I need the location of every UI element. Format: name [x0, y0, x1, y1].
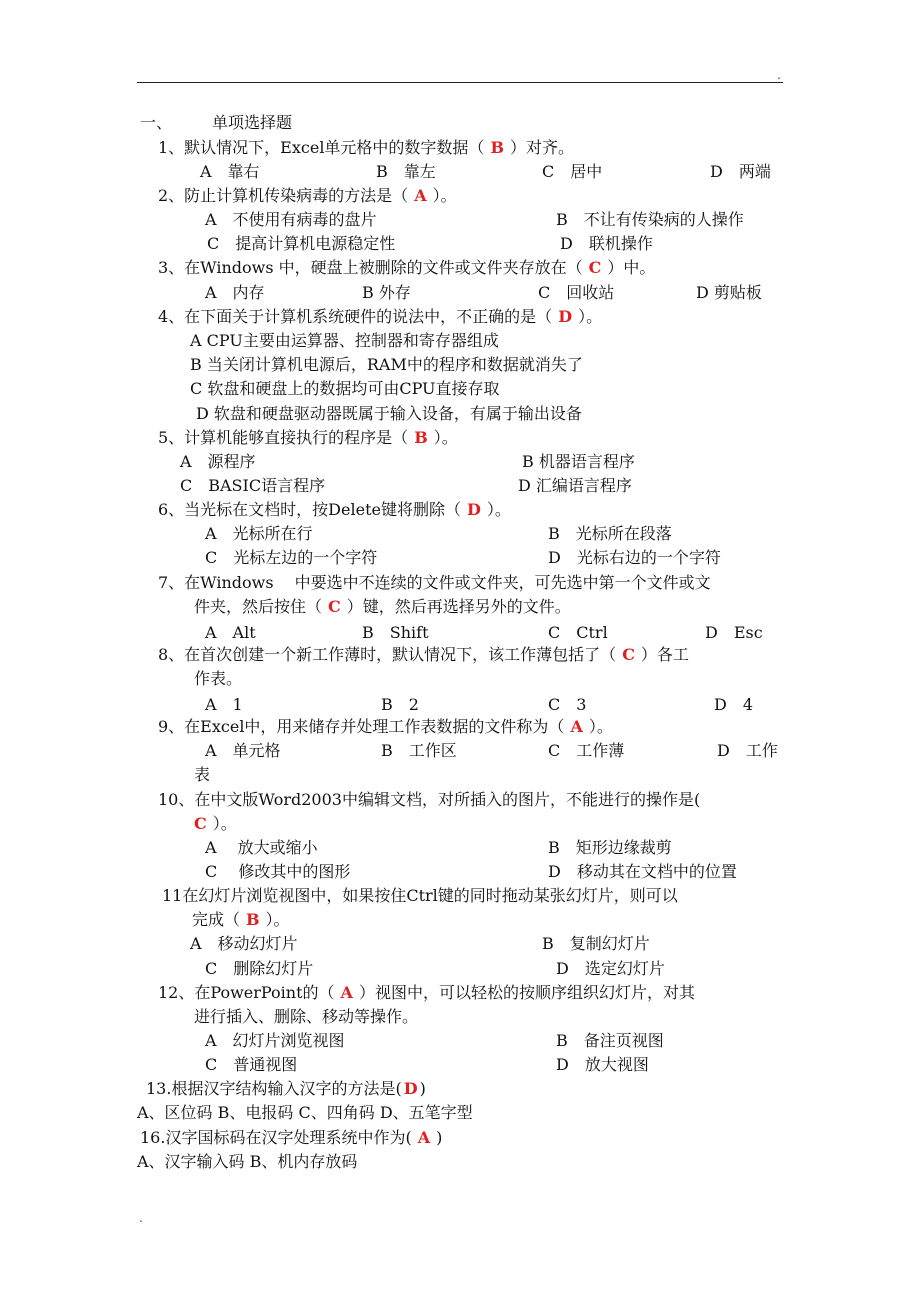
q2-option-a: A 不使用有病毒的盘片 — [205, 210, 377, 229]
q16-options: A、汉字输入码 B、机内存放码 — [137, 1152, 358, 1171]
bottom-dot: . — [139, 1211, 143, 1225]
q5-option-a: A 源程序 — [180, 452, 256, 471]
section-heading — [140, 112, 292, 134]
question-4: 4、在下面关于计算机系统硬件的说法中，不正确的是（ D ）。 — [158, 307, 603, 326]
answer-11: B — [246, 910, 260, 929]
top-dot: . — [777, 68, 781, 82]
q4-option-b: B 当关闭计算机电源后，RAM中的程序和数据就消失了 — [190, 355, 583, 374]
q3-option-c: C 回收站 — [538, 283, 615, 302]
q7-option-d: D Esc — [705, 623, 763, 642]
q8-option-d: D 4 — [714, 695, 754, 714]
answer-13: D — [403, 1079, 418, 1098]
q1-option-d: D 两端 — [710, 162, 771, 181]
answer-6: D — [466, 500, 481, 519]
answer-16: A — [417, 1128, 431, 1147]
q11-option-a: A 移动幻灯片 — [190, 934, 298, 953]
answer-10: C — [194, 814, 207, 833]
q1-option-c: C 居中 — [542, 162, 603, 181]
q7-option-c: C Ctrl — [548, 623, 608, 642]
q11-option-d: D 选定幻灯片 — [556, 959, 665, 978]
q9-option-d-cont: 表 — [194, 765, 211, 784]
q4-option-c: C 软盘和硬盘上的数据均可由CPU直接存取 — [190, 379, 500, 398]
header-rule — [137, 82, 783, 83]
q2-option-b: B 不让有传染病的人操作 — [556, 210, 744, 229]
question-1: 1、默认情况下，Excel单元格中的数字数据（ B ）对齐。 — [158, 138, 574, 157]
q8-option-c: C 3 — [548, 695, 587, 714]
q2-option-c: C 提高计算机电源稳定性 — [207, 234, 396, 253]
q9-option-c: C 工作薄 — [548, 741, 625, 760]
q3-option-d: D 剪贴板 — [696, 283, 762, 302]
q9-option-d: D 工作 — [717, 741, 778, 760]
q9-option-a: A 单元格 — [205, 741, 281, 760]
q6-option-d: D 光标右边的一个字符 — [548, 548, 721, 567]
q3-option-b: B 外存 — [362, 283, 411, 302]
question-2: 2、防止计算机传染病毒的方法是（ A ）。 — [158, 186, 457, 205]
q12-option-a: A 幻灯片浏览视图 — [205, 1031, 345, 1050]
answer-4: D — [558, 307, 573, 326]
question-6: 6、当光标在文档时，按Delete键将删除（ D ）。 — [158, 500, 511, 519]
answer-3: C — [588, 258, 602, 277]
answer-5: B — [414, 428, 428, 447]
q5-option-c: C BASIC语言程序 — [180, 476, 326, 495]
question-12-cont: 进行插入、删除、移动等操作。 — [194, 1007, 419, 1026]
q1-option-a: A 靠右 — [200, 162, 260, 181]
q10-option-a: A 放大或缩小 — [205, 838, 318, 857]
question-10: 10、在中文版Word2003中编辑文档，对所插入的图片，不能进行的操作是( — [158, 790, 701, 809]
answer-12: A — [340, 983, 353, 1002]
answer-1: B — [490, 138, 504, 157]
question-3: 3、在Windows 中，硬盘上被删除的文件或文件夹存放在（ C ）中。 — [158, 258, 656, 277]
q13-options: A、区位码 B、电报码 C、四角码 D、五笔字型 — [137, 1103, 473, 1122]
question-16: 16.汉字国标码在汉字处理系统中作为( A ) — [140, 1128, 443, 1147]
answer-9: A — [570, 717, 583, 736]
section-title: 单项选择题 — [212, 113, 293, 132]
question-12: 12、在PowerPoint的（ A ）视图中，可以轻松的按顺序组织幻灯片，对其 — [158, 983, 695, 1002]
q8-option-a: A 1 — [205, 695, 243, 714]
answer-2: A — [414, 186, 427, 205]
question-10-cont: C ）。 — [188, 813, 237, 835]
q6-option-c: C 光标左边的一个字符 — [205, 548, 378, 567]
q12-option-c: C 普通视图 — [205, 1055, 298, 1074]
q1-option-b: B 靠左 — [376, 162, 436, 181]
question-8-cont: 作表。 — [194, 669, 243, 688]
q6-option-b: B 光标所在段落 — [548, 524, 672, 543]
q7-option-b: B Shift — [362, 623, 429, 642]
question-13: 13.根据汉字结构输入汉字的方法是( D ) — [146, 1079, 426, 1098]
question-11: 11在幻灯片浏览视图中，如果按住Ctrl键的同时拖动某张幻灯片，则可以 — [162, 886, 678, 905]
q4-option-d: D 软盘和硬盘驱动器既属于输入设备，有属于输出设备 — [196, 404, 582, 423]
q5-option-b: B 机器语言程序 — [522, 452, 635, 471]
q8-option-b: B 2 — [381, 695, 419, 714]
answer-8: C — [622, 645, 635, 664]
question-7: 7、在Windows 中要选中不连续的文件或文件夹，可先选中第一个文件或文 — [158, 573, 711, 592]
question-9: 9、在Excel中，用来储存并处理工作表数据的文件称为（ A ）。 — [158, 717, 613, 736]
question-8: 8、在首次创建一个新工作薄时，默认情况下，该工作薄包括了（ C ）各工 — [158, 645, 689, 664]
section-number: 一、 — [140, 113, 173, 132]
q12-option-d: D 放大视图 — [556, 1055, 649, 1074]
q12-option-b: B 备注页视图 — [556, 1031, 664, 1050]
q11-option-b: B 复制幻灯片 — [542, 934, 650, 953]
q2-option-d: D 联机操作 — [560, 234, 653, 253]
q11-option-c: C 删除幻灯片 — [205, 959, 314, 978]
q5-option-d: D 汇编语言程序 — [518, 476, 632, 495]
question-11-cont: 完成（ B ）。 — [192, 910, 290, 929]
q10-option-b: B 矩形边缘裁剪 — [548, 838, 672, 857]
q4-option-a: A CPU主要由运算器、控制器和寄存器组成 — [190, 331, 499, 350]
q10-option-c: C 修改其中的图形 — [205, 862, 351, 881]
q3-option-a: A 内存 — [205, 283, 265, 302]
q7-option-a: A Alt — [205, 623, 256, 642]
q9-option-b: B 工作区 — [381, 741, 457, 760]
question-5: 5、计算机能够直接执行的程序是（ B ）。 — [158, 428, 458, 447]
answer-7: C — [328, 597, 341, 616]
q10-option-d: D 移动其在文档中的位置 — [548, 862, 737, 881]
q6-option-a: A 光标所在行 — [205, 524, 313, 543]
question-7-cont: 件夹，然后按住（ C ）键，然后再选择另外的文件。 — [194, 597, 571, 616]
